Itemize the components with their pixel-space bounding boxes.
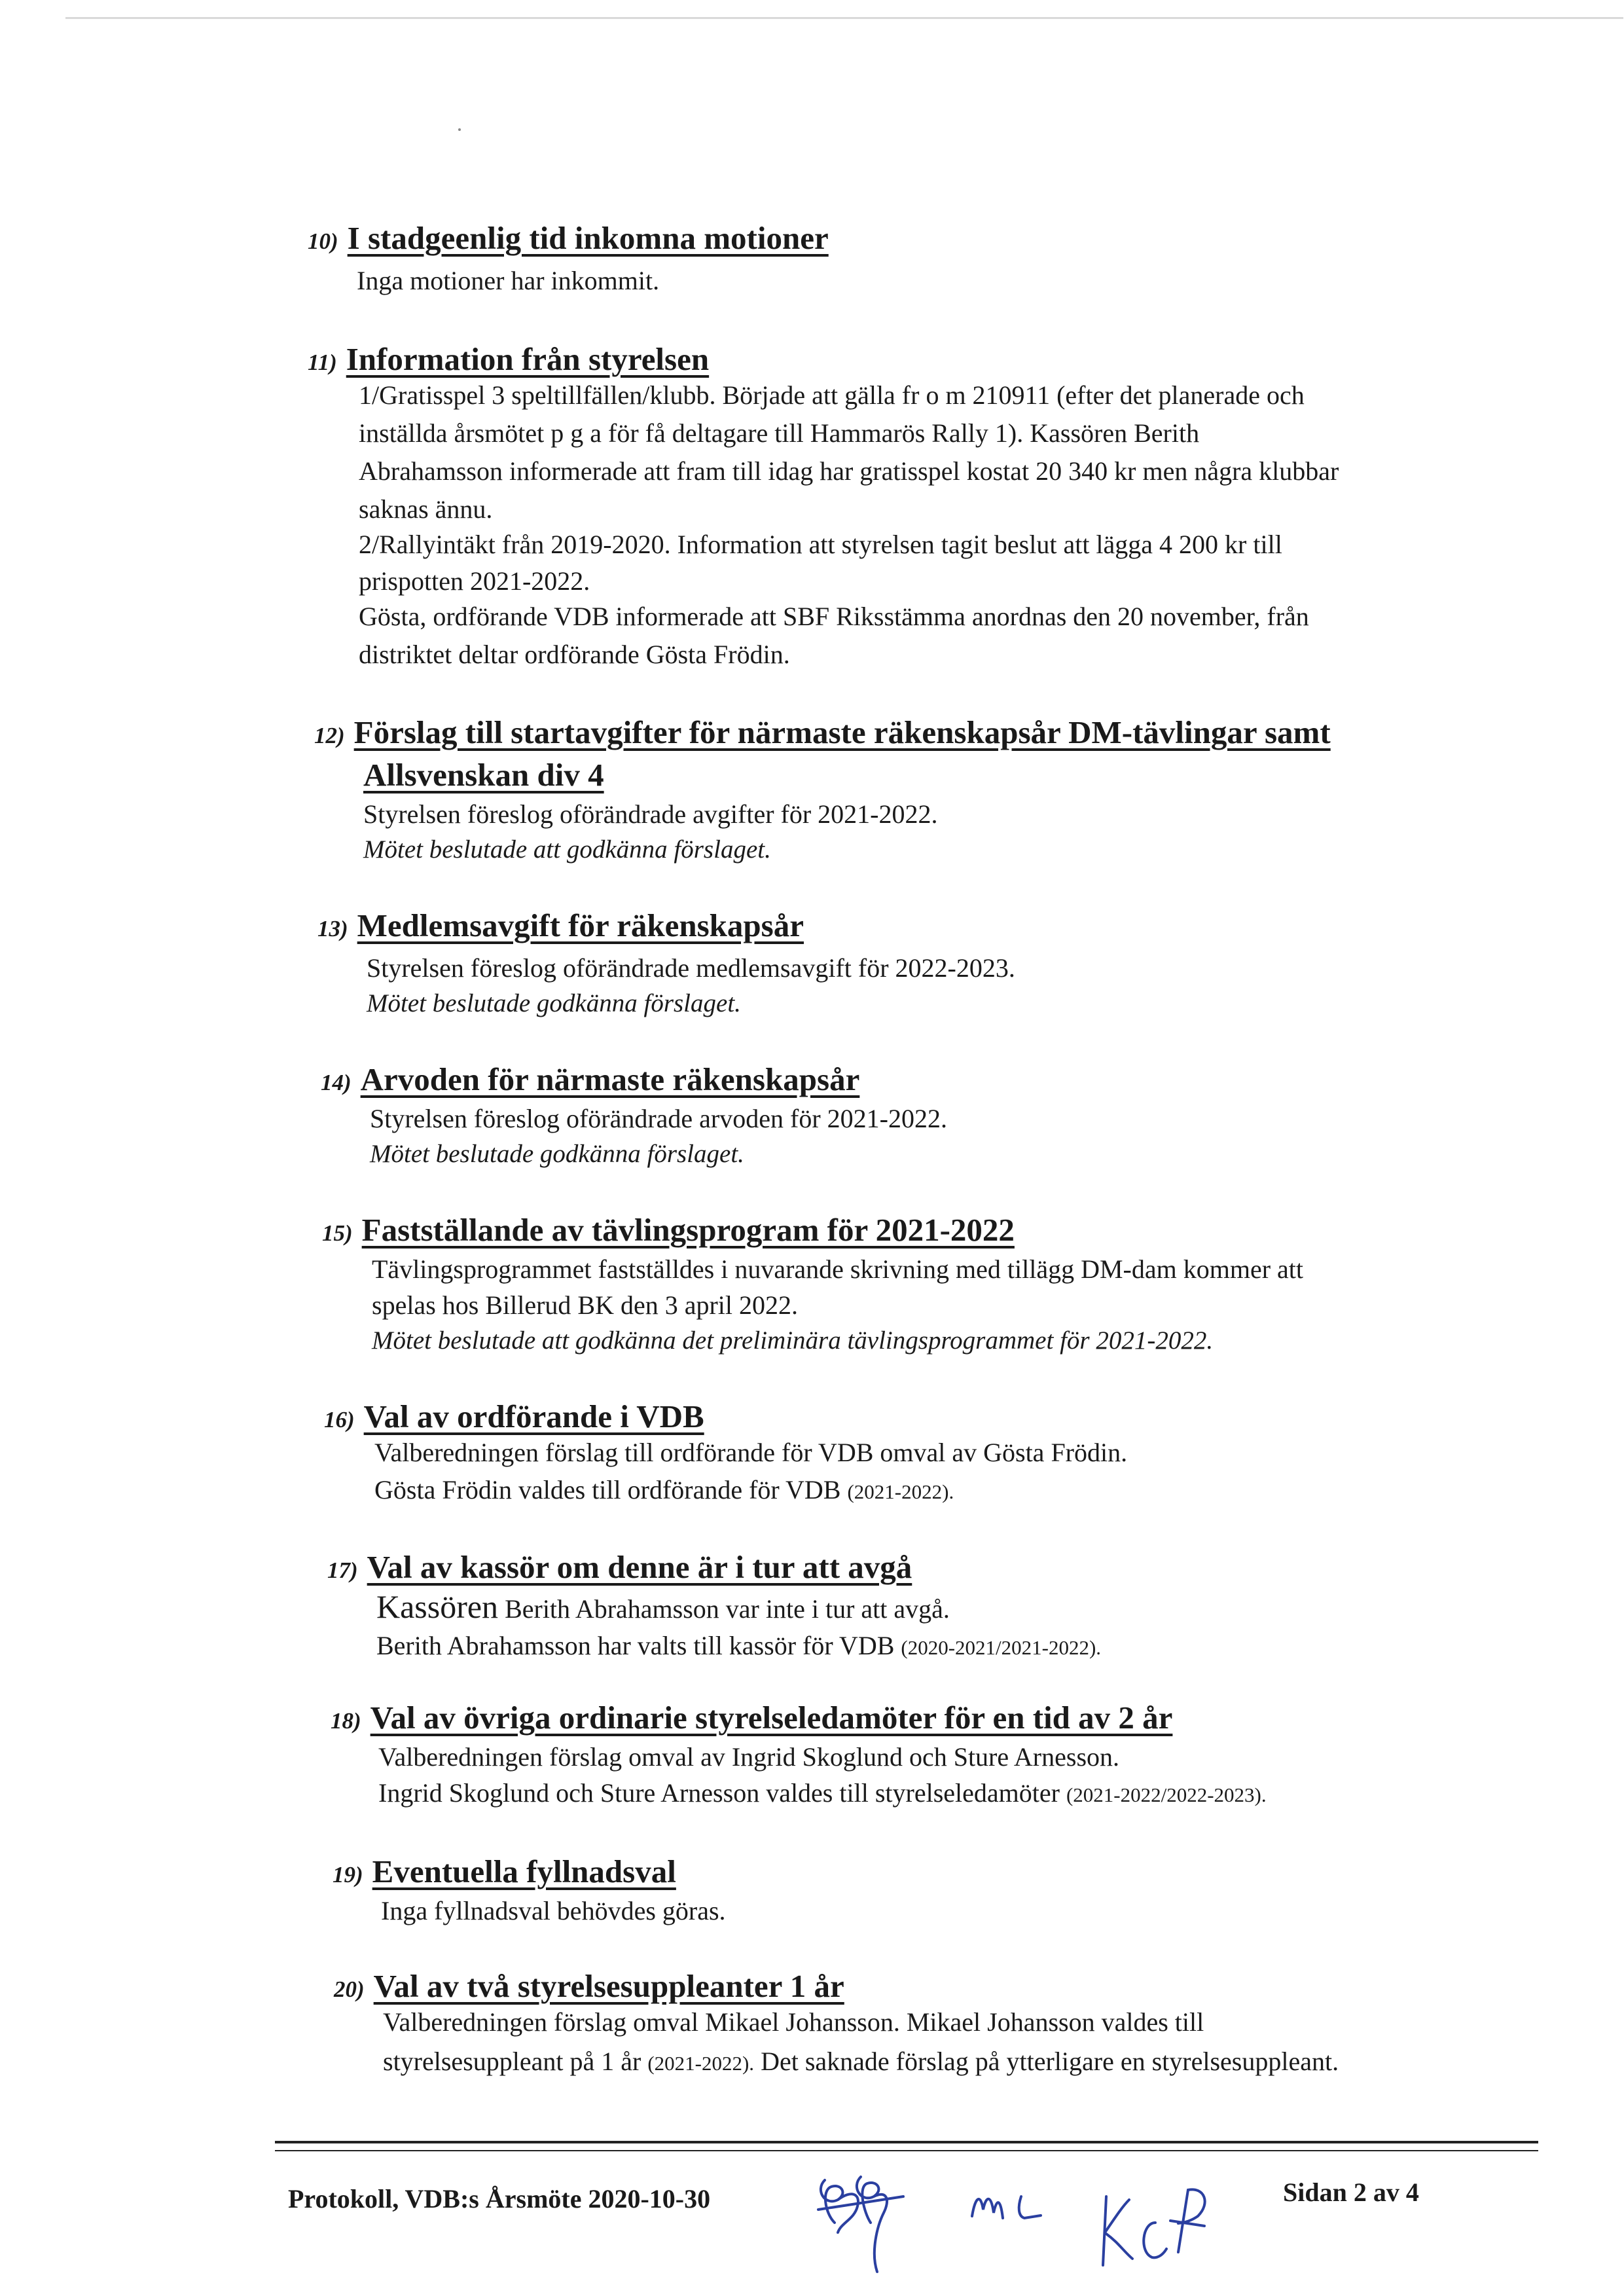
section-19-text: Inga fyllnadsval behövdes göras.	[381, 1896, 726, 1925]
section-11-heading	[308, 340, 709, 378]
section-title: Val av två styrelsesuppleanter 1 år	[373, 1968, 844, 2004]
section-20-line-2-text: styrelsesuppleant på 1 år	[383, 2047, 641, 2076]
section-20-line-2-tail: Det saknade förslag på ytterligare en styrelsesuppleant.	[761, 2047, 1339, 2076]
section-number: 12)	[314, 723, 345, 748]
signature-2	[972, 2196, 1041, 2218]
section-20-line-2	[383, 2046, 1339, 2077]
section-18-line-2	[378, 1777, 1267, 1808]
section-17-heading	[327, 1548, 912, 1586]
section-20-heading	[334, 1967, 844, 2005]
section-10-text: Inga motioner har inkommit.	[357, 266, 660, 295]
section-number: 15)	[322, 1220, 353, 1246]
footer-page-number: Sidan 2 av 4	[1283, 2178, 1419, 2207]
section-11-line-1: 1/Gratisspel 3 speltillfällen/klubb. Började att gälla fr o m 210911 (efter det planerade och	[359, 380, 1305, 410]
section-number: 16)	[324, 1407, 355, 1432]
section-14-decision: Mötet beslutade godkänna förslaget.	[370, 1140, 744, 1168]
section-number: 10)	[308, 228, 338, 254]
section-18-heading	[331, 1699, 1172, 1736]
section-number: 14)	[321, 1070, 352, 1095]
section-number: 19)	[333, 1862, 363, 1887]
section-16-period: (2021-2022).	[847, 1480, 954, 1503]
section-title: Arvoden för närmaste räkenskapsår	[360, 1061, 860, 1097]
section-17-period: (2020-2021/2021-2022).	[901, 1636, 1102, 1659]
section-16-line-2	[374, 1474, 954, 1505]
section-title: Val av kassör om denne är i tur att avgå	[367, 1549, 912, 1585]
section-13-heading	[317, 907, 804, 944]
section-17-line-2	[376, 1630, 1101, 1661]
section-12-decision: Mötet beslutade att godkänna förslaget.	[363, 835, 771, 864]
section-17-line-2-text: Berith Abrahamsson har valts till kassör för VDB	[376, 1631, 895, 1660]
section-11-line-7: Gösta, ordförande VDB informerade att SBF Riksstämma anordnas den 20 november, från	[359, 602, 1309, 631]
signature-3	[1103, 2189, 1205, 2265]
section-title: Medlemsavgift för räkenskapsår	[357, 907, 804, 943]
handwritten-signatures	[812, 2160, 1231, 2285]
section-number: 11)	[308, 350, 337, 375]
section-11-line-6: prispotten 2021-2022.	[359, 566, 590, 596]
section-14-heading	[321, 1061, 859, 1098]
section-15-line-1: Tävlingsprogrammet fastställdes i nuvarande skrivning med tillägg DM-dam kommer att	[372, 1254, 1304, 1284]
section-10-heading	[308, 219, 829, 257]
section-17-big-word: Kassören	[376, 1588, 499, 1625]
section-15-heading	[322, 1211, 1015, 1248]
section-16-line-2-text: Gösta Frödin valdes till ordförande för VDB	[374, 1475, 841, 1504]
section-15-line-2: spelas hos Billerud BK den 3 april 2022.	[372, 1290, 799, 1320]
section-title: Information från styrelsen	[346, 341, 710, 377]
section-14-text: Styrelsen föreslog oförändrade arvoden för 2021-2022.	[370, 1104, 947, 1133]
top-rule	[65, 17, 1623, 19]
section-12-heading	[314, 714, 1331, 751]
section-number: 17)	[327, 1558, 358, 1583]
section-title: Eventuella fyllnadsval	[372, 1853, 676, 1889]
footer-document-title: Protokoll, VDB:s Årsmöte 2020-10-30	[288, 2184, 711, 2214]
section-13-text: Styrelsen föreslog oförändrade medlemsavgift för 2022-2023.	[367, 953, 1015, 983]
section-17-line-1	[376, 1588, 950, 1626]
section-15-decision: Mötet beslutade att godkänna det preliminära tävlingsprogrammet för 2021-2022.	[372, 1326, 1214, 1355]
section-11-line-4: saknas ännu.	[359, 494, 493, 524]
section-number: 13)	[317, 916, 348, 941]
section-16-line-1: Valberedningen förslag till ordförande för VDB omval av Gösta Frödin.	[374, 1438, 1128, 1467]
section-12-text: Styrelsen föreslog oförändrade avgifter för 2021-2022.	[363, 799, 938, 829]
section-title: Fastställande av tävlingsprogram för 2021-2022	[361, 1212, 1015, 1248]
footer-rule	[275, 2141, 1538, 2143]
section-20-line-1: Valberedningen förslag omval Mikael Johansson. Mikael Johansson valdes till	[383, 2007, 1204, 2037]
section-title: Förslag till startavgifter för närmaste räkenskapsår DM-tävlingar samt	[353, 714, 1331, 750]
section-number: 18)	[331, 1708, 361, 1734]
section-11-line-8: distriktet deltar ordförande Gösta Frödin.	[359, 640, 790, 669]
section-18-period: (2021-2022/2022-2023).	[1066, 1783, 1267, 1806]
section-18-line-2-text: Ingrid Skoglund och Sture Arnesson valdes till styrelseledamöter	[378, 1778, 1060, 1808]
section-11-line-2: inställda årsmötet p g a för få deltagare till Hammarös Rally 1). Kassören Berith	[359, 418, 1200, 448]
footer-rule-thin	[275, 2150, 1538, 2151]
section-title: I stadgeenlig tid inkomna motioner	[347, 220, 829, 256]
section-11-line-5: 2/Rallyintäkt från 2019-2020. Information att styrelsen tagit beslut att lägga 4 200 kr till	[359, 530, 1282, 559]
section-12-title-line-2: Allsvenskan div 4	[363, 757, 604, 793]
section-title: Val av ordförande i VDB	[363, 1398, 704, 1434]
section-title: Val av övriga ordinarie styrelseledamöter för en tid av 2 år	[370, 1700, 1173, 1736]
section-16-heading	[324, 1398, 704, 1435]
section-20-period: (2021-2022).	[647, 2052, 755, 2075]
section-19-heading	[333, 1853, 676, 1890]
scan-speck	[458, 128, 461, 131]
section-11-line-3: Abrahamsson informerade att fram till idag har gratisspel kostat 20 340 kr men några klubbar	[359, 456, 1339, 486]
section-number: 20)	[334, 1977, 365, 2002]
section-18-line-1: Valberedningen förslag omval av Ingrid Skoglund och Sture Arnesson.	[378, 1742, 1120, 1772]
signature-1	[818, 2177, 903, 2272]
section-13-decision: Mötet beslutade godkänna förslaget.	[367, 989, 741, 1017]
section-17-line-1-text: Berith Abrahamsson var inte i tur att avgå.	[505, 1594, 950, 1624]
